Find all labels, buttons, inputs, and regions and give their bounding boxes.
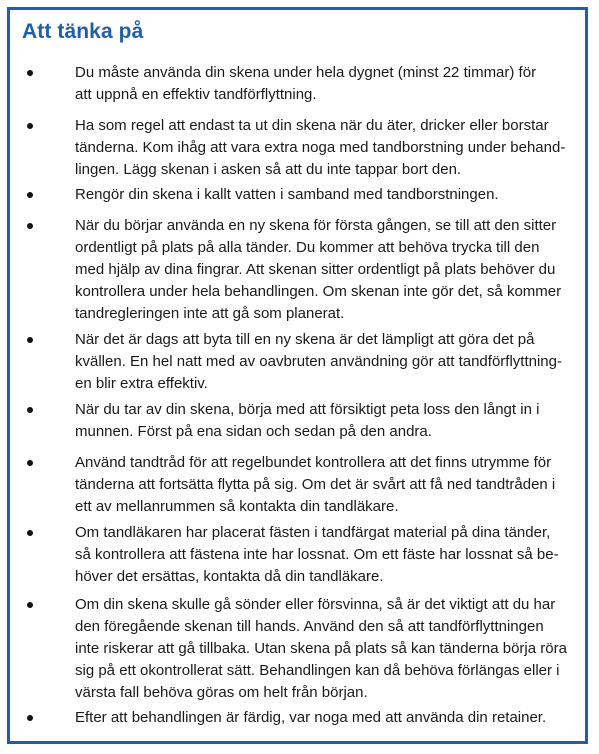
item-text <box>75 115 575 181</box>
item-line: När du tar av din skena, börja med att försiktigt peta loss den långt in i <box>75 401 540 418</box>
bullet-icon <box>27 460 33 466</box>
item-line: att uppnå en effektiv tandförflyttning. <box>75 86 317 103</box>
item-text <box>75 329 575 395</box>
item-line: inte riskerar att gå tillbaka. Utan skena på plats så kan tänderna börja röra <box>75 640 567 657</box>
bullet-icon <box>27 530 33 536</box>
item-text <box>75 594 575 704</box>
item-line: Efter att behandlingen är färdig, var noga med att använda din retainer. <box>75 709 547 726</box>
item-line: När du börjar använda en ny skena för första gången, se till att den sitter <box>75 217 557 234</box>
item-text <box>75 62 575 106</box>
item-text <box>75 215 575 325</box>
item-line: en blir extra effektiv. <box>75 375 208 392</box>
item-line: tandregleringen inte att gå som planerat. <box>75 305 345 322</box>
bullet-icon <box>27 715 33 721</box>
item-line: sig på ett okontrollerat sätt. Behandlingen kan då behöva förlängas eller i <box>75 662 560 679</box>
item-text <box>75 707 575 729</box>
item-line: lingen. Lägg skenan i asken så att du inte tappar bort den. <box>75 161 462 178</box>
bullet-icon <box>27 223 33 229</box>
bullet-icon <box>27 407 33 413</box>
bullet-icon <box>27 337 33 343</box>
bullet-icon <box>27 123 33 129</box>
item-text <box>75 452 575 518</box>
item-line: kontrollera under hela behandlingen. Om skenan inte gör det, så kommer <box>75 283 562 300</box>
item-line: höver det ersättas, kontakta då din tandläkare. <box>75 568 384 585</box>
item-line: Använd tandtråd för att regelbundet kontrollera att det finns utrymme för <box>75 454 552 471</box>
bullet-icon <box>27 192 33 198</box>
item-line: den föregående skenan till hands. Använd den så att tandförflyttningen <box>75 618 544 635</box>
item-line: Du måste använda din skena under hela dygnet (minst 22 timmar) för <box>75 64 537 81</box>
item-line: med hjälp av dina fingrar. Att skenan sitter ordentligt på plats behöver du <box>75 261 556 278</box>
item-line: Rengör din skena i kallt vatten i samband med tandborstningen. <box>75 186 499 203</box>
bullet-icon <box>27 70 33 76</box>
page-title: Att tänka på <box>22 20 144 43</box>
bullet-icon <box>27 602 33 608</box>
item-line: munnen. Först på ena sidan och sedan på den andra. <box>75 423 432 440</box>
item-line: När det är dags att byta till en ny skena är det lämpligt att göra det på <box>75 331 535 348</box>
item-line: tänderna att fortsätta flytta på sig. Om det är svårt att få ned tandtråden i <box>75 476 556 493</box>
item-line: värsta fall behöva göras om helt från början. <box>75 684 368 701</box>
item-line: ett av mellanrummen så kontakta din tandläkare. <box>75 498 399 515</box>
item-line: Om din skena skulle gå sönder eller försvinna, så är det viktigt att du har <box>75 596 556 613</box>
item-line: tänderna. Kom ihåg att vara extra noga med tandborstning under behand- <box>75 139 566 156</box>
item-line: kvällen. En hel natt med av oavbruten användning gör att tandförflyttning- <box>75 353 562 370</box>
item-text <box>75 184 575 206</box>
item-line: Ha som regel att endast ta ut din skena när du äter, dricker eller borstar <box>75 117 549 134</box>
item-line: ordentligt på plats på alla tänder. Du kommer att behöva trycka till den <box>75 239 540 256</box>
item-line: Om tandläkaren har placerat fästen i tandfärgat material på dina tänder, <box>75 524 551 541</box>
item-text <box>75 522 575 588</box>
item-text <box>75 399 575 443</box>
item-line: så kontrollera att fästena inte har lossnat. Om ett fäste har lossnat så be- <box>75 546 559 563</box>
